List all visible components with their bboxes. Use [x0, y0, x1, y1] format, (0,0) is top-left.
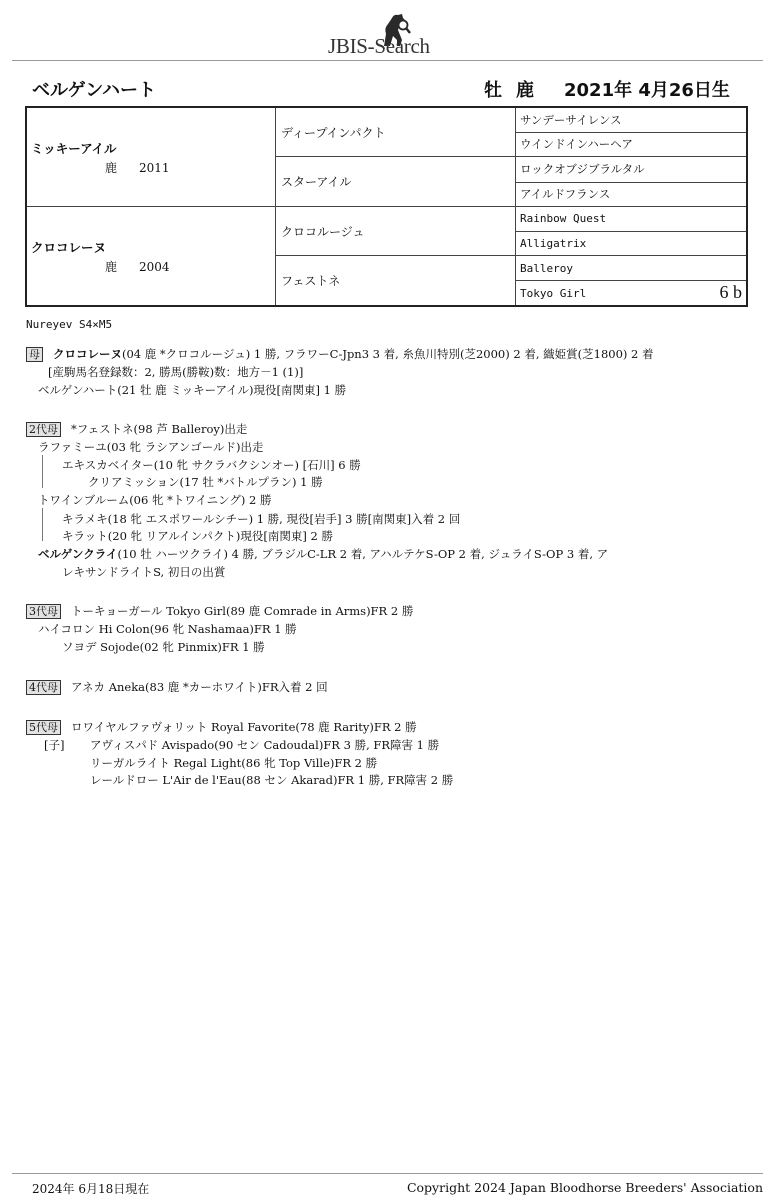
footer-copyright: Copyright 2024 Japan Bloodhorse Breeders' Association [406, 1180, 763, 1195]
gen3-line [26, 603, 413, 619]
child-marker: [子] [44, 738, 65, 752]
gen2-line [26, 421, 247, 437]
mother-line [26, 346, 654, 362]
pedigree-gen3-name: Tokyo Girl [520, 286, 587, 300]
dam-color: 鹿 [105, 259, 118, 274]
pedigree-gen3-cell[interactable]: Rainbow Quest [516, 207, 748, 232]
sire-color: 鹿 [105, 160, 118, 175]
tree-connector [42, 455, 43, 488]
horse-birthdate: 2021年 4月26日生 [564, 80, 730, 101]
gen4-head[interactable]: アネカ Aneka(83 鹿 *カーホワイト)FR入着 2 回 [71, 680, 328, 694]
tree-connector [42, 508, 43, 541]
gen2-head[interactable]: *フェストネ(98 芦 Balleroy)出走 [71, 422, 248, 436]
gen2-grand-offspring[interactable]: キラメキ(18 牝 エスポワールシチー) 1 勝, 現役[岩手] 3 勝[南関東]入着 2 回 [62, 512, 461, 526]
notable-horse-name[interactable]: ベルゲンクライ [38, 547, 118, 561]
family-number: 6 b [719, 282, 742, 303]
horse-color: 鹿 [516, 80, 534, 101]
pedigree-gen3-cell[interactable]: ロックオブジブラルタル [516, 157, 748, 183]
gen3-head[interactable]: トーキョーガール Tokyo Girl(89 鹿 Comrade in Arms)FR 2 勝 [71, 604, 414, 618]
pedigree-dam-sire[interactable]: クロコルージュ [276, 207, 516, 256]
pedigree-gen3-cell[interactable]: サンデーサイレンス [516, 107, 748, 132]
pedigree-gen3-cell[interactable]: Alligatrix [516, 231, 748, 256]
gen2-offspring[interactable]: ラファミーユ(03 牝 ラシアンゴールド)出走 [38, 440, 264, 454]
gen5-offspring[interactable]: アヴィスパド Avispado(90 セン Cadoudal)FR 3 勝, FR障害 1 勝 [90, 738, 440, 752]
pedigree-sire-dam[interactable]: スターアイル [276, 157, 516, 207]
gen3-grand-offspring[interactable]: ソヨデ Sojode(02 牝 Pinmix)FR 1 勝 [62, 640, 265, 654]
gen2-offspring[interactable]: トワインブルーム(06 牝 *トワイニング) 2 勝 [38, 493, 272, 507]
gen5-offspring[interactable]: レールドロー L'Air de l'Eau(88 セン Akarad)FR 1 勝, FR障害 2 勝 [90, 773, 454, 787]
notable-horse-record-cont: レキサンドライトS, 初日の出賞 [62, 565, 226, 579]
inbreeding-note: Nureyev S4×M5 [26, 318, 113, 331]
gen2-grand-offspring[interactable]: キラット(20 牝 リアルインパクト)現役[南関東] 2 勝 [62, 529, 333, 543]
gen3-tag: 3代母 [26, 604, 61, 619]
horse-name: ベルゲンハート [32, 80, 157, 101]
horse-sex: 牡 [484, 80, 502, 101]
gen5-tag: 5代母 [26, 720, 61, 735]
gen5-offspring[interactable]: リーガルライト Regal Light(86 牝 Top Ville)FR 2 勝 [90, 756, 378, 770]
pedigree-sire-name: ミッキーアイル [31, 140, 117, 156]
dam-year: 2004 [139, 259, 170, 274]
mother-offspring[interactable]: ベルゲンハート(21 牡 鹿 ミッキーアイル)現役[南関東] 1 勝 [38, 383, 347, 397]
pedigree-dam-dam[interactable]: フェストネ [276, 256, 516, 307]
mother-tag: 母 [26, 347, 43, 362]
sire-year: 2011 [139, 160, 170, 175]
footer-divider [12, 1173, 763, 1174]
pedigree-gen3-cell[interactable]: Balleroy [516, 256, 748, 281]
pedigree-gen3-cell[interactable]: ウインドインハーヘア [516, 132, 748, 157]
logo-wordmark: JBIS-Search [328, 34, 430, 58]
gen4-tag: 4代母 [26, 680, 61, 695]
mother-record: (04 鹿 *クロコルージュ) 1 勝, フラワーC-Jpn3 3 着, 糸魚川特別(芝2000) 2 着, 織姫賞(芝1800) 2 着 [122, 347, 654, 361]
gen5-line [26, 719, 417, 735]
footer-date: 2024年 6月18日現在 [32, 1182, 150, 1196]
gen4-line [26, 679, 328, 695]
gen5-head[interactable]: ロワイヤルファヴォリット Royal Favorite(78 鹿 Rarity)FR 2 勝 [71, 720, 417, 734]
gen3-offspring[interactable]: ハイコロン Hi Colon(96 牝 Nashamaa)FR 1 勝 [38, 622, 297, 636]
pedigree-gen3-cell[interactable]: アイルドフランス [516, 182, 748, 207]
pedigree-dam-name: クロコレーヌ [31, 239, 107, 255]
notable-horse-record: (10 牡 ハーツクライ) 4 勝, ブラジルC-LR 2 着, アハルテケS-OP 2 着, ジュライS-OP 3 着, ア [117, 547, 609, 561]
mother-name[interactable]: クロコレーヌ [53, 347, 122, 361]
gen2-tag: 2代母 [26, 422, 61, 437]
mother-stats: [産駒馬名登録数：2, 勝馬(勝鞍)数：地方－1 (1)] [48, 365, 304, 379]
gen2-great-offspring[interactable]: クリアミッション(17 牡 *バトルプラン) 1 勝 [88, 475, 323, 489]
pedigree-sire-sire[interactable]: ディープインパクト [276, 107, 516, 157]
gen2-grand-offspring[interactable]: エキスカベイター(10 牝 サクラバクシンオー) [石川] 6 勝 [62, 458, 361, 472]
gen2-offspring-notable [38, 546, 608, 562]
